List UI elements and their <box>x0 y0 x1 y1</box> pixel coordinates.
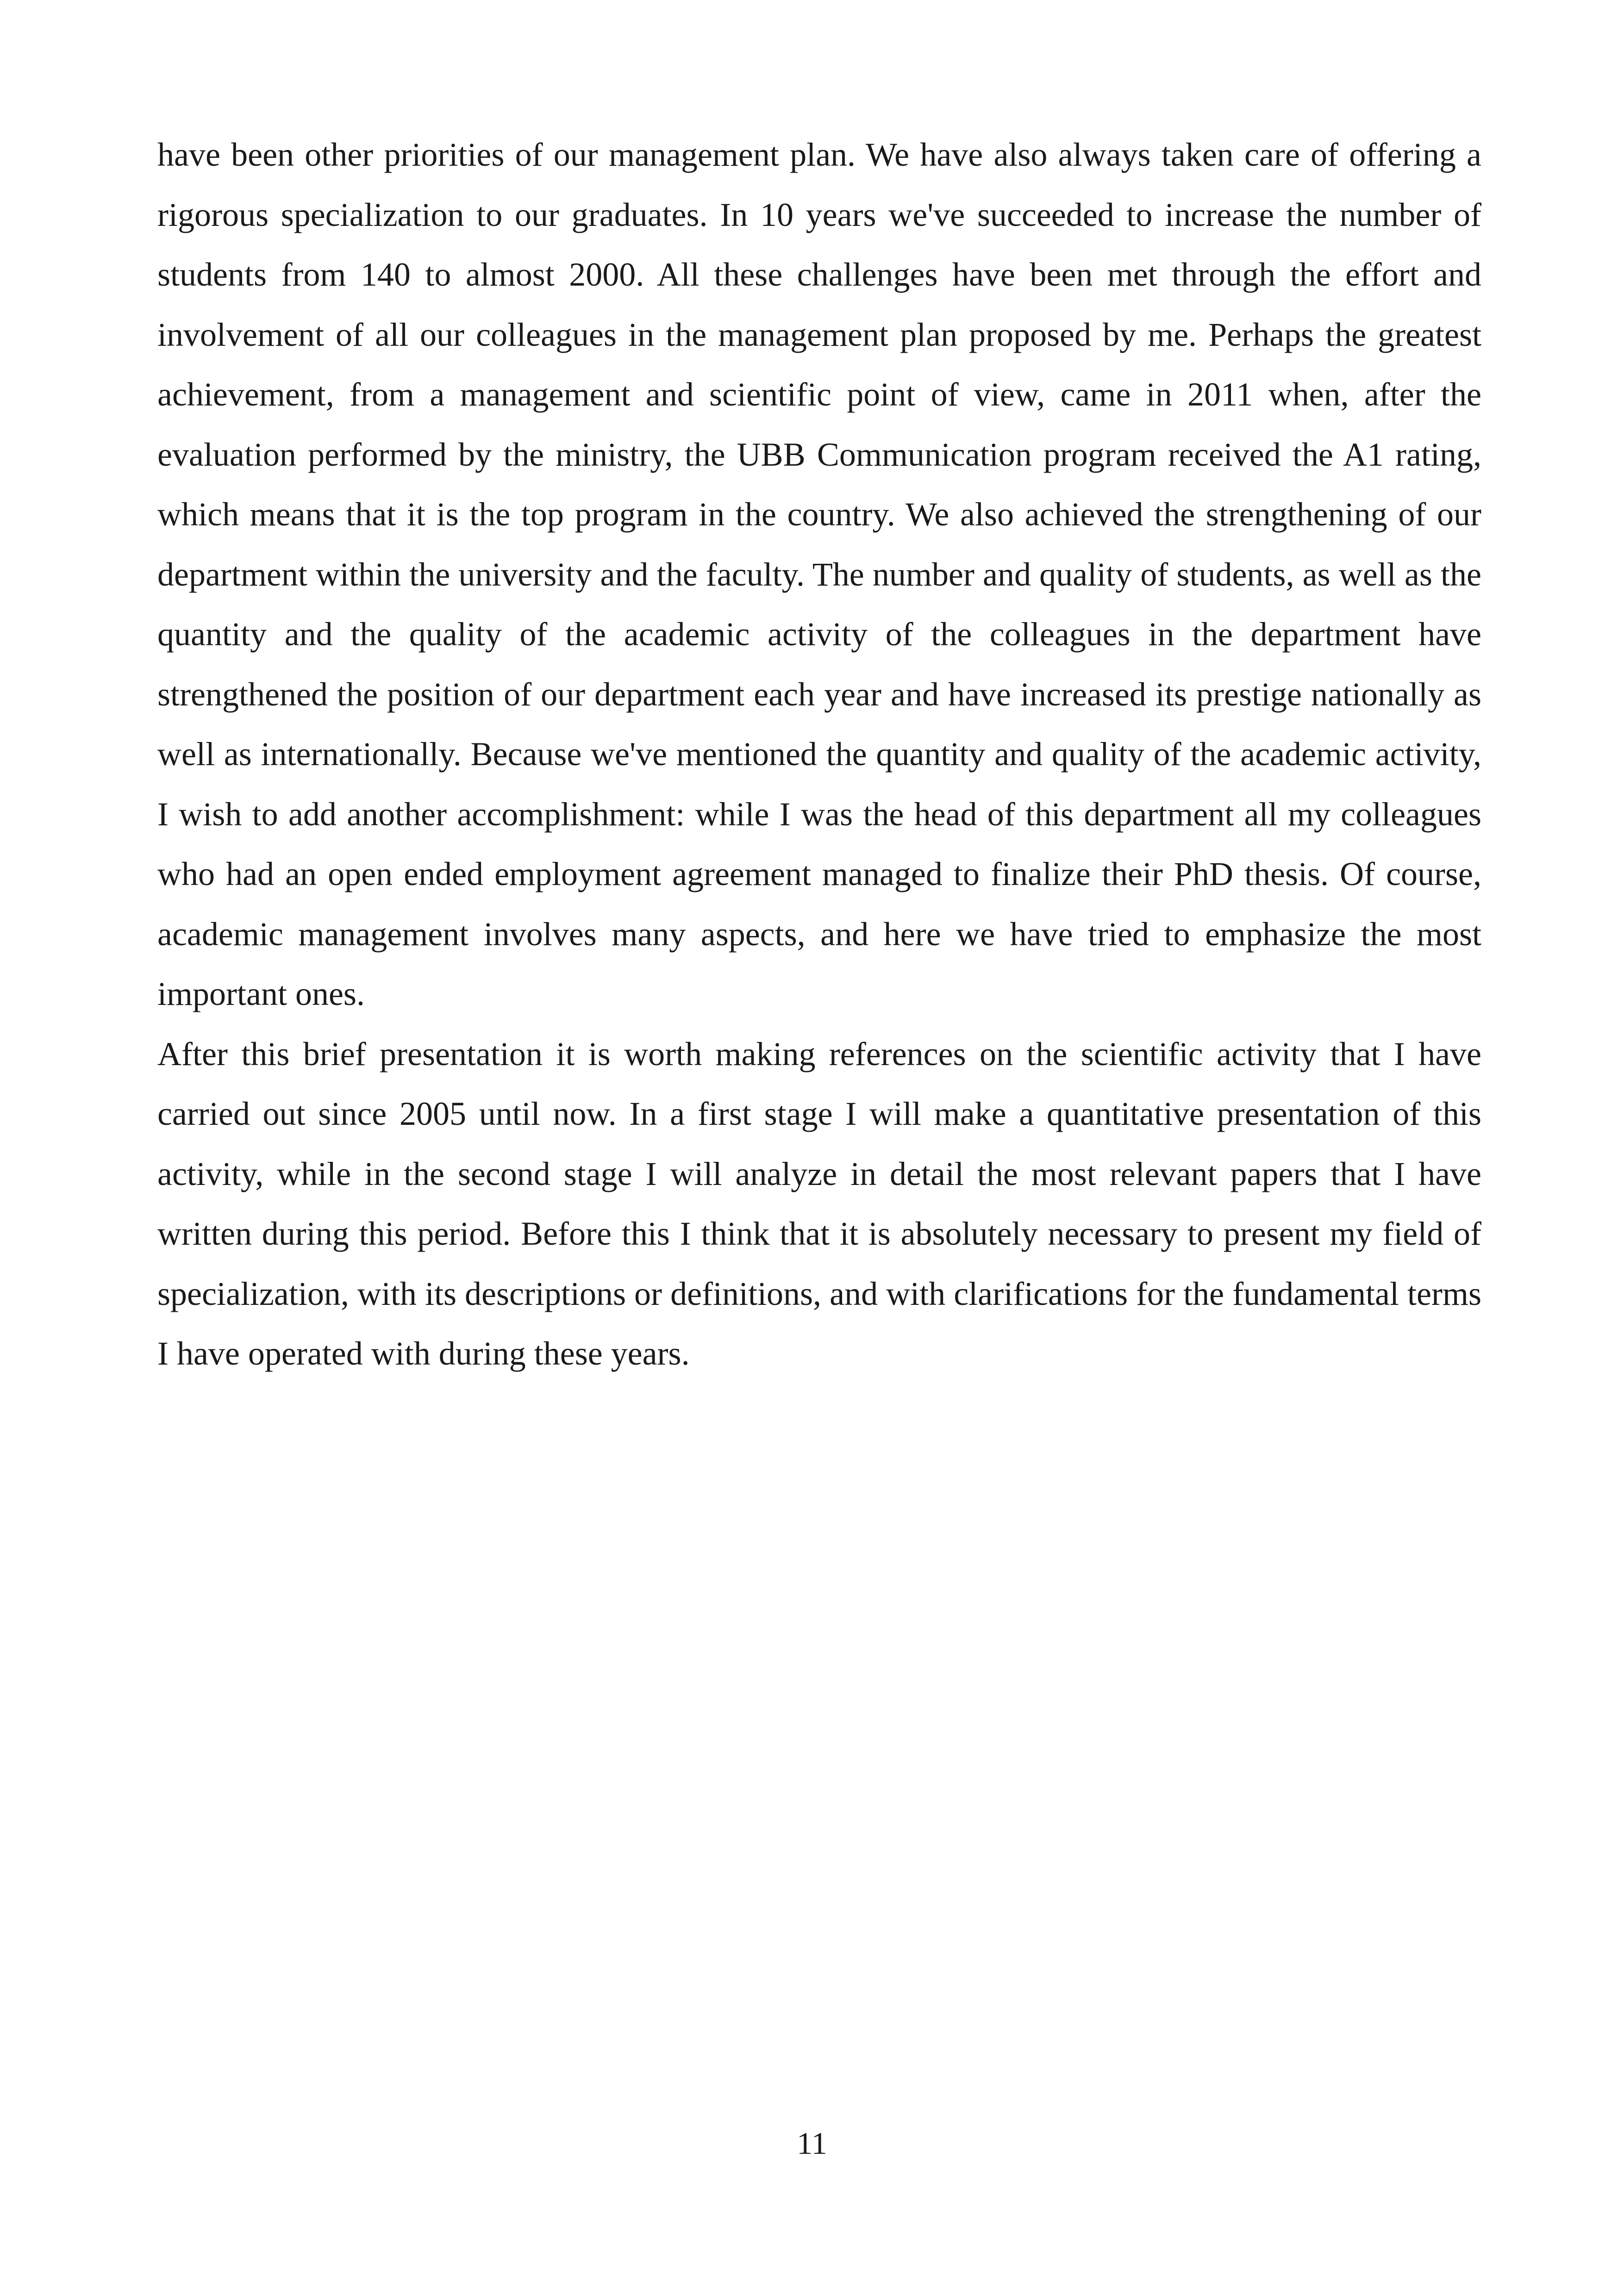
page-number: 11 <box>797 2126 827 2161</box>
body-text <box>157 125 1481 1384</box>
paragraph-management-achievements: have been other priorities of our management plan. We have also always taken care of offering a rigorous specialization to our graduates. In 10 years we've succeeded to increase the number of students from 140 to almost 2000. All these challenges have been met through the effort and involvement of all our colleagues in the management plan proposed by me. Perhaps the greatest achievement, from a management and scientific point of view, came in 2011 when, after the evaluation performed by the ministry, the UBB Communication program received the A1 rating, which means that it is the top program in the country. We also achieved the strengthening of our department within the university and the faculty. The number and quality of students, as well as the quantity and the quality of the academic activity of the colleagues in the department have strengthened the position of our department each year and have increased its prestige nationally as well as internationally. Because we've mentioned the quantity and quality of the academic activity, I wish to add another accomplishment: while I was the head of this department all my colleagues who had an open ended employment agreement managed to finalize their PhD thesis. Of course, academic management involves many aspects, and here we have tried to emphasize the most important ones. <box>157 136 1481 1012</box>
paragraph-scientific-activity: After this brief presentation it is worth making references on the scientific activity that I have carried out since 2005 until now. In a first stage I will make a quantitative presentation of this activity, while in the second stage I will analyze in detail the most relevant papers that I have written during this period. Before this I think that it is absolutely necessary to present my field of specialization, with its descriptions or definitions, and with clarifications for the fundamental terms I have operated with during these years. <box>157 1035 1481 1372</box>
